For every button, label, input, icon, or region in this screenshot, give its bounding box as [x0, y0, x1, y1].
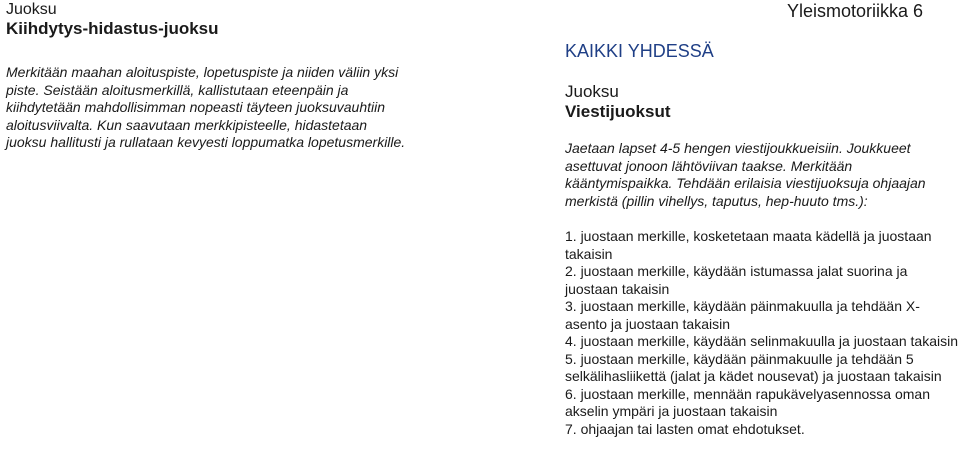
list-item: 4. juostaan merkille, käydään selinmakuulla ja juostaan takaisin	[565, 333, 958, 349]
left-body-text: Merkitään maahan aloituspiste, lopetuspiste ja niiden väliin yksi piste. Seistään aloitusmerkillä, kallistutaan eteenpäin ja kiihdytetään mahdollisimman nopeasti täyteen juoksuvauhtiin aloitusviivalta. Kun saavutaan merkkipisteelle, hidastetaan juoksu hallitusti ja rullataan kevyesti loppumatka lopetusmerkille.	[6, 64, 406, 150]
list-item: 5. juostaan merkille, käydään päinmakuulle ja tehdään 5 selkälihasliikettä (jalat ja kädet nousevat) ja juostaan takaisin	[565, 350, 942, 384]
right-intro-text: Jaetaan lapset 4-5 hengen viestijoukkueisiin. Joukkueet asettuvat jonoon lähtöviivan taakse. Merkitään kääntymispaikka. Tehdään erilaisia viestijuoksuja ohjaajan merkistä (pillin vihellys, taputus, hep-huuto tms.):	[565, 140, 926, 209]
list-item: 2. juostaan merkille, käydään istumassa jalat suorina ja juostaan takaisin	[565, 263, 908, 297]
left-title: Kiihdytys-hidastus-juoksu	[6, 19, 219, 38]
right-column	[565, 40, 959, 438]
section-heading: KAIKKI YHDESSÄ	[565, 41, 714, 61]
list-item: 6. juostaan merkille, mennään rapukävelyasennossa oman akselin ympäri ja juostaan takaisin	[565, 385, 930, 419]
right-title: Viestijuoksut	[565, 102, 671, 121]
left-subtitle: Juoksu	[6, 1, 57, 18]
right-subtitle: Juoksu	[565, 82, 619, 101]
list-item: 3. juostaan merkille, käydään päinmakuulla ja tehdään X-asento ja juostaan takaisin	[565, 298, 920, 332]
relay-list	[565, 228, 959, 438]
list-item: 1. juostaan merkille, kosketetaan maata kädellä ja juostaan takaisin	[565, 228, 932, 262]
left-column	[6, 0, 406, 152]
page-header-title: Yleismotoriikka 6	[786, 1, 923, 21]
list-item: 7. ohjaajan tai lasten omat ehdotukset.	[565, 420, 805, 437]
